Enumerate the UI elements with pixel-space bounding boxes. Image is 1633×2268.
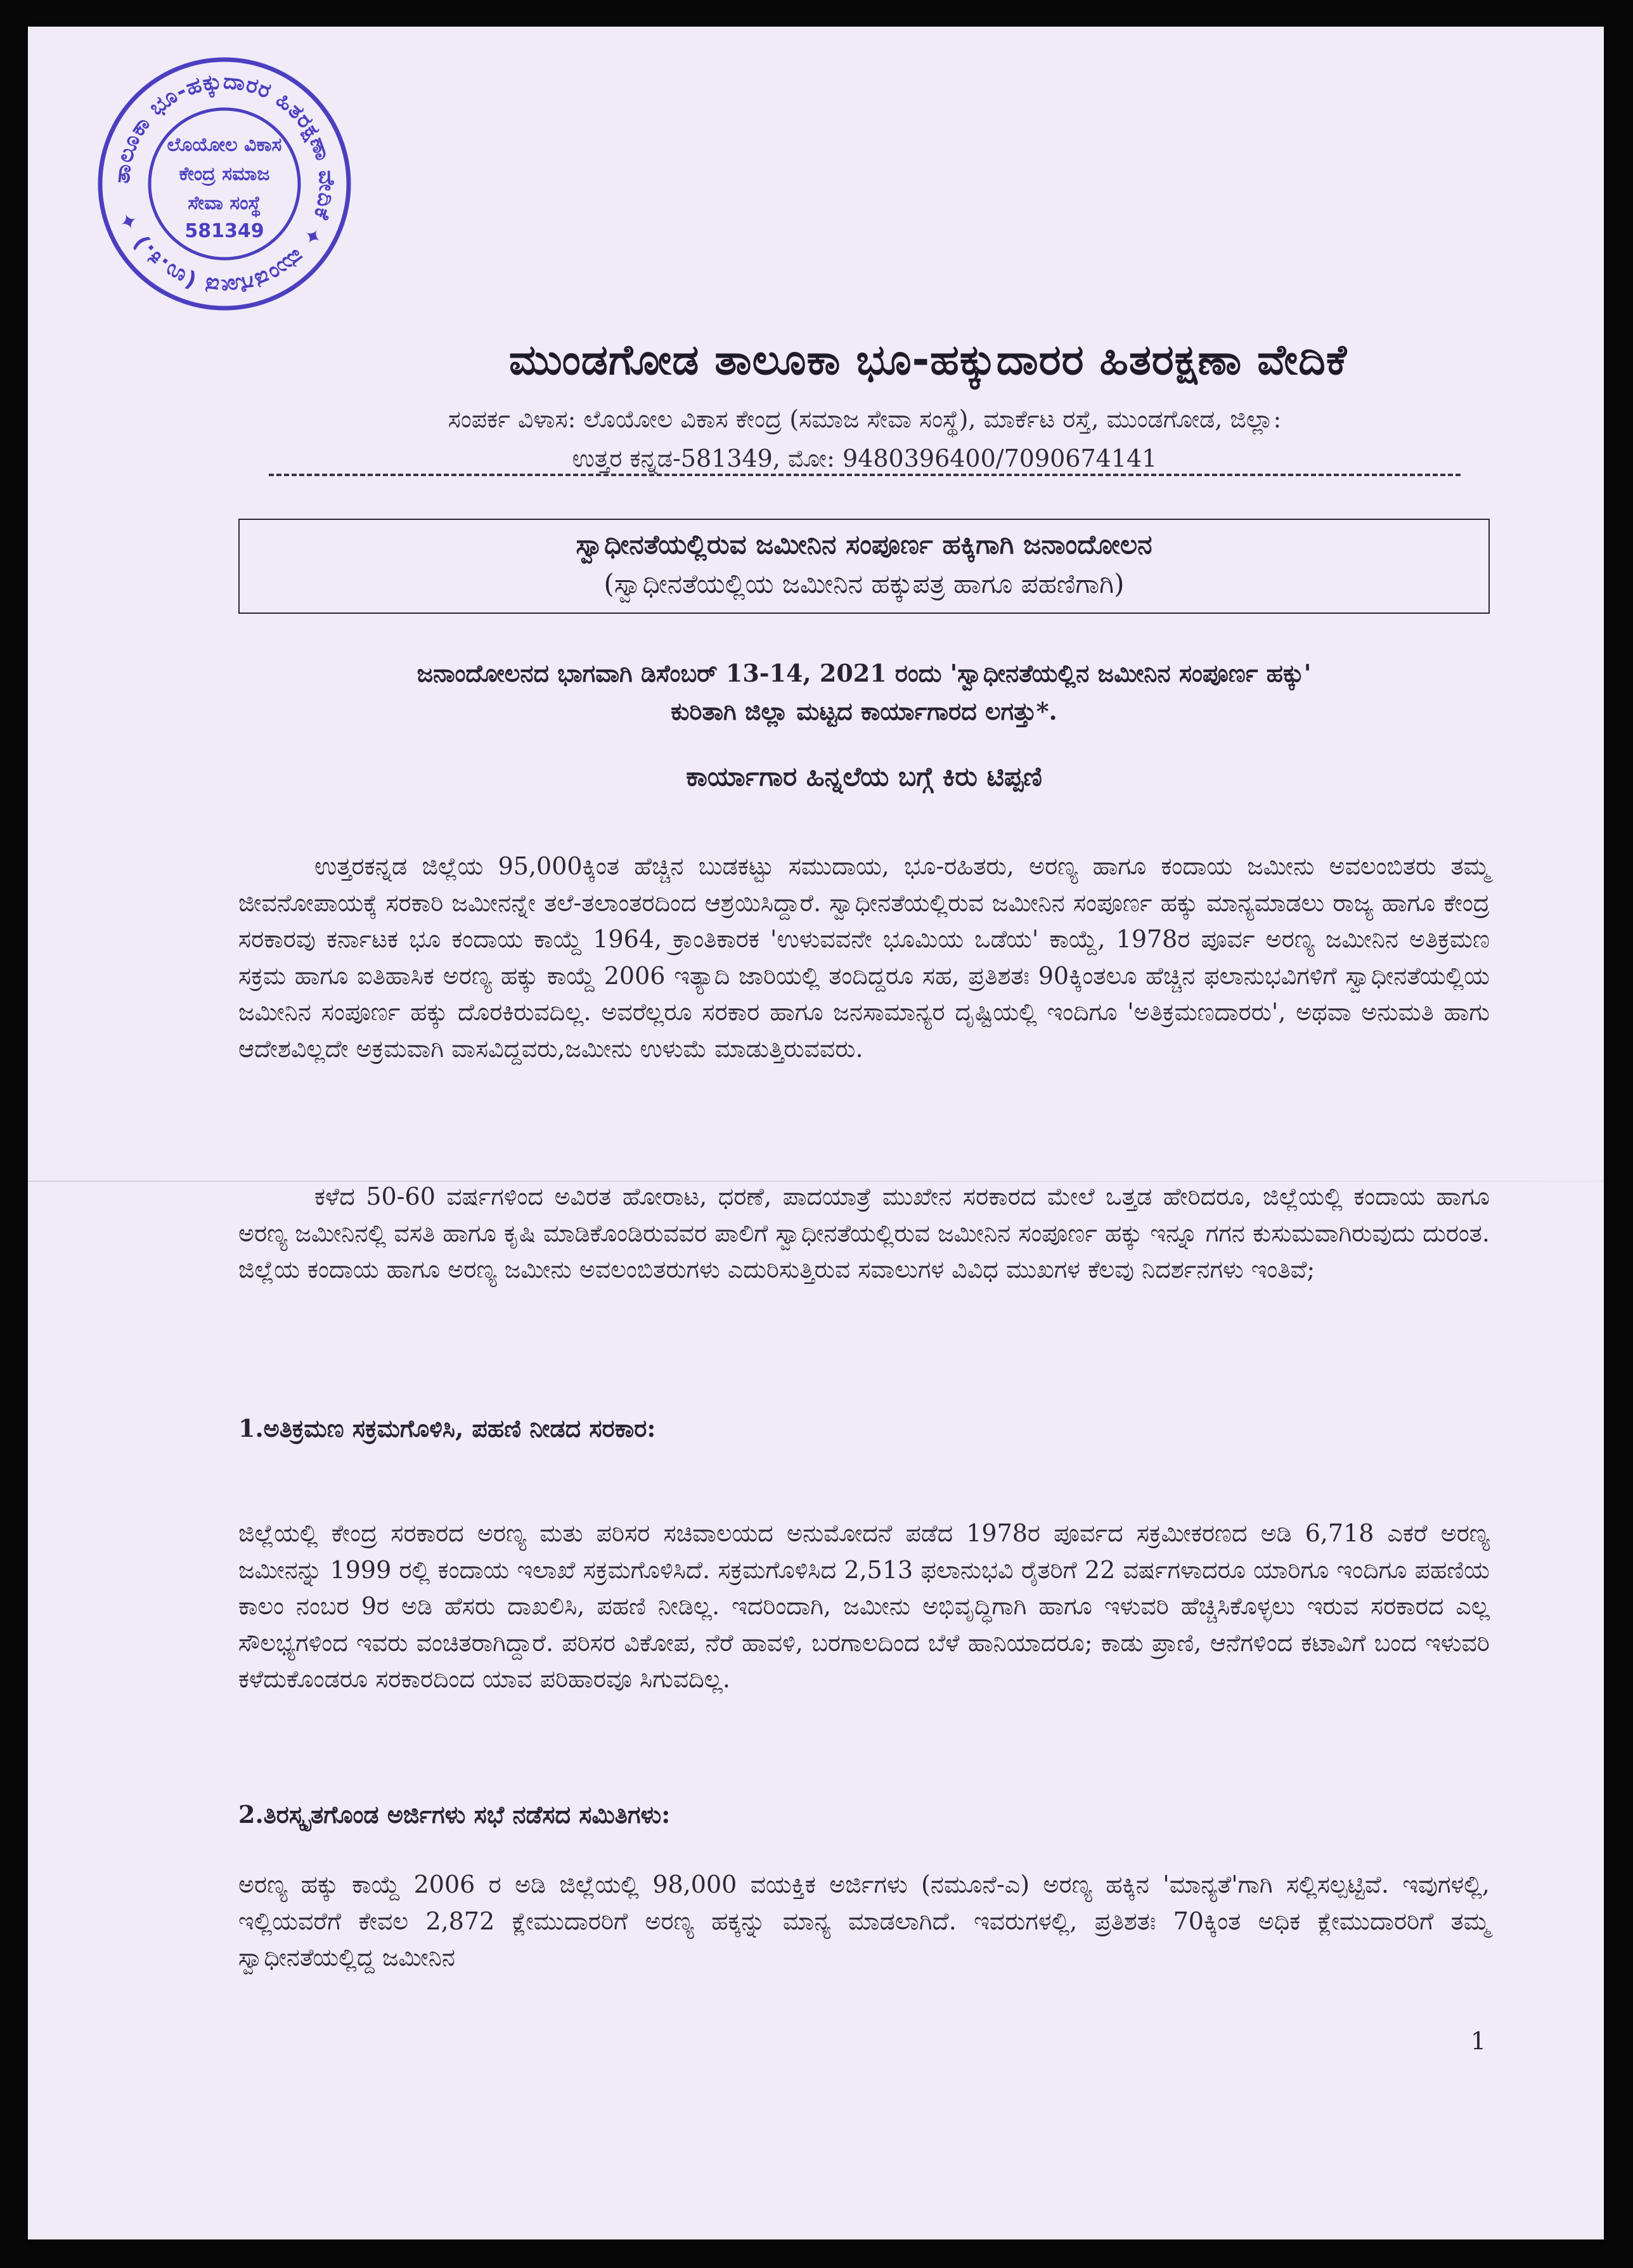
svg-text:581349: 581349	[184, 220, 264, 242]
section-heading-2: 2.ತಿರಸ್ಕೃತಗೊಂಡ ಅರ್ಜಿಗಳು ಸಭೆ ನಡೆಸದ ಸಮಿತಿಗಳು:	[238, 1800, 671, 1829]
dashed-divider	[269, 474, 1461, 479]
campaign-title-box	[238, 519, 1490, 614]
paragraph-3: ಜಿಲ್ಲೆಯಲ್ಲಿ ಕೇಂದ್ರ ಸರಕಾರದ ಅರಣ್ಯ ಮತು ಪರಿಸರ ಸಚಿವಾಲಯದ ಅನುಮೋದನೆ ಪಡೆದ 1978ರ ಪೂರ್ವದ ಸಕ್ರಮೀಕರಣದ ಅಡಿ 6,718 ಎಕರೆ ಅರಣ್ಯ ಜಮೀನನ್ನು 1999 ರಲ್ಲಿ ಕಂದಾಯ ಇಲಾಖೆ ಸಕ್ರಮಗೊಳಿಸಿದೆ. ಸಕ್ರಮಗೊಳಿಸಿದ 2,513 ಫಲಾನುಭವಿ ರೈತರಿಗೆ 22 ವರ್ಷಗಳಾದರೂ ಯಾರಿಗೂ ಇಂದಿಗೂ ಪಹಣಿಯ ಕಾಲಂ ನಂಬರ 9ರ ಅಡಿ ಹೆಸರು ದಾಖಲಿಸಿ, ಪಹಣಿ ನೀಡಿಲ್ಲ. ಇದರಿಂದಾಗಿ, ಜಮೀನು ಅಭಿವೃದ್ಧಿಗಾಗಿ ಹಾಗೂ ಇಳುವರಿ ಹೆಚ್ಚಿಸಿಕೊಳ್ಳಲು ಇರುವ ಸರಕಾರದ ಎಲ್ಲ ಸೌಲಭ್ಯಗಳಿಂದ ಇವರು ವಂಚಿತರಾಗಿದ್ದಾರೆ. ಪರಿಸರ ವಿಕೋಪ, ನೆರೆ ಹಾವಳಿ, ಬರಗಾಲದಿಂದ ಬೆಳೆ ಹಾನಿಯಾದರೂ; ಕಾಡು ಪ್ರಾಣಿ, ಆನೆಗಳಿಂದ ಕಟಾವಿಗೆ ಬಂದ ಇಳುವರಿ ಕಳೆದುಕೊಂಡರೂ ಸರಕಾರದಿಂದ ಯಾವ ಪರಿಹಾರವೂ ಸಿಗುವದಿಲ್ಲ.	[238, 1519, 1490, 1693]
contact-line-1: ಸಂಪರ್ಕ ವಿಳಾಸ: ಲೊಯೋಲ ವಿಕಾಸ ಕೇಂದ್ರ (ಸಮಾಜ ಸೇವಾ ಸಂಸ್ಥೆ), ಮಾರ್ಕೆಟ ರಸ್ತೆ, ಮುಂಡಗೋಡ, ಜಿಲ್ಲಾ:	[448, 405, 1282, 433]
organization-seal	[91, 51, 358, 317]
intro-line-1: ಜನಾಂದೋಲನದ ಭಾಗವಾಗಿ ಡಿಸೆಂಬರ್ 13-14, 2021 ರಂದು 'ಸ್ವಾಧೀನತೆಯಲ್ಲಿನ ಜಮೀನಿನ ಸಂಪೂರ್ಣ ಹಕ್ಕು'	[416, 659, 1312, 687]
paragraph-4: ಅರಣ್ಯ ಹಕ್ಕು ಕಾಯ್ದೆ 2006 ರ ಅಡಿ ಜಿಲ್ಲೆಯಲ್ಲಿ 98,000 ವಯಕ್ತಿಕ ಅರ್ಜಿಗಳು (ನಮೂನೆ-ಎ) ಅರಣ್ಯ ಹಕ್ಕಿನ 'ಮಾನ್ಯತೆ'ಗಾಗಿ ಸಲ್ಲಿಸಲ್ಪಟ್ಟಿವೆ. ಇವುಗಳಲ್ಲಿ, ಇಲ್ಲಿಯವರೆಗೆ ಕೇವಲ 2,872 ಕ್ಲೇಮುದಾರರಿಗೆ ಅರಣ್ಯ ಹಕ್ಕನ್ನು ಮಾನ್ಯ ಮಾಡಲಾಗಿದೆ. ಇವರುಗಳಲ್ಲಿ, ಪ್ರತಿಶತಃ 70ಕ್ಕಿಂತ ಅಧಿಕ ಕ್ಲೇಮುದಾರರಿಗೆ ತಮ್ಮ ಸ್ವಾಧೀನತೆಯಲ್ಲಿದ್ದ ಜಮೀನಿನ	[238, 1870, 1490, 1971]
intro-line-2: ಕುರಿತಾಗಿ ಜಿಲ್ಲಾ ಮಟ್ಟದ ಕಾರ್ಯಾಗಾರದ ಲಗತ್ತು*.	[671, 697, 1057, 725]
contact-address	[281, 399, 1448, 478]
organization-title: ಮುಂಡಗೋಡ ತಾಲೂಕಾ ಭೂ-ಹಕ್ಕುದಾರರ ಹಿತರಕ್ಷಣಾ ವೇದಿಕೆ	[508, 335, 1348, 384]
contact-line-2: ಉತ್ತರ ಕನ್ನಡ-581349, ಮೋ: 9480396400/7090674141	[572, 444, 1158, 472]
note-heading: ಕಾರ್ಯಾಗಾರ ಹಿನ್ನಲೆಯ ಬಗ್ಗೆ ಕಿರು ಟಿಪ್ಪಣಿ	[686, 761, 1042, 792]
campaign-subtitle: (ಸ್ವಾಧೀನತೆಯಲ್ಲಿಯ ಜಮೀನಿನ ಹಕ್ಕುಪತ್ರ ಹಾಗೂ ಪಹಣಿಗಾಗಿ)	[604, 568, 1125, 599]
paragraph-1: ಉತ್ತರಕನ್ನಡ ಜಿಲ್ಲೆಯ 95,000ಕ್ಕಿಂತ ಹೆಚ್ಚಿನ ಬುಡಕಟ್ಟು ಸಮುದಾಯ, ಭೂ-ರಹಿತರು, ಅರಣ್ಯ ಹಾಗೂ ಕಂದಾಯ ಜಮೀನು ಅವಲಂಬಿತರು ತಮ್ಮ ಜೀವನೋಪಾಯಕ್ಕೆ ಸರಕಾರಿ ಜಮೀನನ್ನೇ ತಲೆ-ತಲಾಂತರದಿಂದ ಆಶ್ರಯಿಸಿದ್ದಾರೆ. ಸ್ವಾಧೀನತೆಯಲ್ಲಿರುವ ಜಮೀನಿನ ಸಂಪೂರ್ಣ ಹಕ್ಕು ಮಾನ್ಯಮಾಡಲು ರಾಜ್ಯ ಹಾಗೂ ಕೇಂದ್ರ ಸರಕಾರವು ಕರ್ನಾಟಕ ಭೂ ಕಂದಾಯ ಕಾಯ್ದೆ 1964, ಕ್ರಾಂತಿಕಾರಕ 'ಉಳುವವನೇ ಭೂಮಿಯ ಒಡೆಯ' ಕಾಯ್ದೆ, 1978ರ ಪೂರ್ವ ಅರಣ್ಯ ಜಮೀನಿನ ಅತಿಕ್ರಮಣ ಸಕ್ರಮ ಹಾಗೂ ಐತಿಹಾಸಿಕ ಅರಣ್ಯ ಹಕ್ಕು ಕಾಯ್ದೆ 2006 ಇತ್ಯಾದಿ ಜಾರಿಯಲ್ಲಿ ತಂದಿದ್ದರೂ ಸಹ, ಪ್ರತಿಶತಃ 90ಕ್ಕಿಂತಲೂ ಹೆಚ್ಚಿನ ಫಲಾನುಭವಿಗಳಿಗೆ ಸ್ವಾಧೀನತೆಯಲ್ಲಿಯ ಜಮೀನಿನ ಸಂಪೂರ್ಣ ಹಕ್ಕು ದೊರಕಿರುವದಿಲ್ಲ. ಅವರೆಲ್ಲರೂ ಸರಕಾರ ಹಾಗೂ ಜನಸಾಮಾನ್ಯರ ದೃಷ್ಟಿಯಲ್ಲಿ ಇಂದಿಗೂ 'ಅತಿಕ್ರಮಣದಾರರು', ಅಥವಾ ಅನುಮತಿ ಹಾಗು ಆದೇಶವಿಲ್ಲದೇ ಅಕ್ರಮವಾಗಿ ವಾಸವಿದ್ದವರು,ಜಮೀನು ಉಳುಮೆ ಮಾಡುತ್ತಿರುವವರು.	[238, 852, 1490, 1063]
svg-text:ಸೇವಾ ಸಂಸ್ಥೆ: ಸೇವಾ ಸಂಸ್ಥೆ	[188, 192, 261, 214]
svg-text:ಕೇಂದ್ರ ಸಮಾಜ: ಕೇಂದ್ರ ಸಮಾಜ	[179, 163, 270, 185]
svg-text:ತಾಲೂಕಾ ಭೂ-ಹಕ್ಕುದಾರರ ಹಿತರಕ್ಷಣಾ: ತಾಲೂಕಾ ಭೂ-ಹಕ್ಕುದಾರರ ಹಿತರಕ್ಷಣಾ ವೇದಿಕೆ ✦ ಮುಂಡಗೋಡ (ಉ.ಕ.) ✦	[109, 68, 340, 300]
paragraph-2: ಕಳೆದ 50-60 ವರ್ಷಗಳಿಂದ ಅವಿರತ ಹೋರಾಟ, ಧರಣೆ, ಪಾದಯಾತ್ರೆ ಮುಖೇನ ಸರಕಾರದ ಮೇಲೆ ಒತ್ತಡ ಹೇರಿದರೂ, ಜಿಲ್ಲೆಯಲ್ಲಿ ಕಂದಾಯ ಹಾಗೂ ಅರಣ್ಯ ಜಮೀನಿನಲ್ಲಿ ವಸತಿ ಹಾಗೂ ಕೃಷಿ ಮಾಡಿಕೊಂಡಿರುವವರ ಪಾಲಿಗೆ ಸ್ವಾಧೀನತೆಯಲ್ಲಿರುವ ಜಮೀನಿನ ಸಂಪೂರ್ಣ ಹಕ್ಕು ಇನ್ನೂ ಗಗನ ಕುಸುಮವಾಗಿರುವುದು ದುರಂತ. ಜಿಲ್ಲೆಯ ಕಂದಾಯ ಹಾಗೂ ಅರಣ್ಯ ಜಮೀನು ಅವಲಂಬಿತರುಗಳು ಎದುರಿಸುತ್ತಿರುವ ಸವಾಲುಗಳ ವಿವಿಧ ಮುಖಗಳ ಕೆಲವು ನಿದರ್ಶನಗಳು ಇಂತಿವೆ;	[238, 1183, 1490, 1283]
workshop-intro	[238, 654, 1490, 730]
page-number: 1	[1470, 2027, 1486, 2055]
section-heading-1: 1.ಅತಿಕ್ರಮಣ ಸಕ್ರಮಗೊಳಿಸಿ, ಪಹಣಿ ನೀಡದ ಸರಕಾರ:	[238, 1414, 656, 1442]
campaign-title: ಸ್ವಾಧೀನತೆಯಲ್ಲಿರುವ ಜಮೀನಿನ ಸಂಪೂರ್ಣ ಹಕ್ಕಿಗಾಗಿ ಜನಾಂದೋಲನ	[576, 529, 1152, 560]
svg-text:ಲೊಯೋಲ ವಿಕಾಸ: ಲೊಯೋಲ ವಿಕಾಸ	[167, 134, 282, 156]
document-page	[28, 27, 1604, 2239]
